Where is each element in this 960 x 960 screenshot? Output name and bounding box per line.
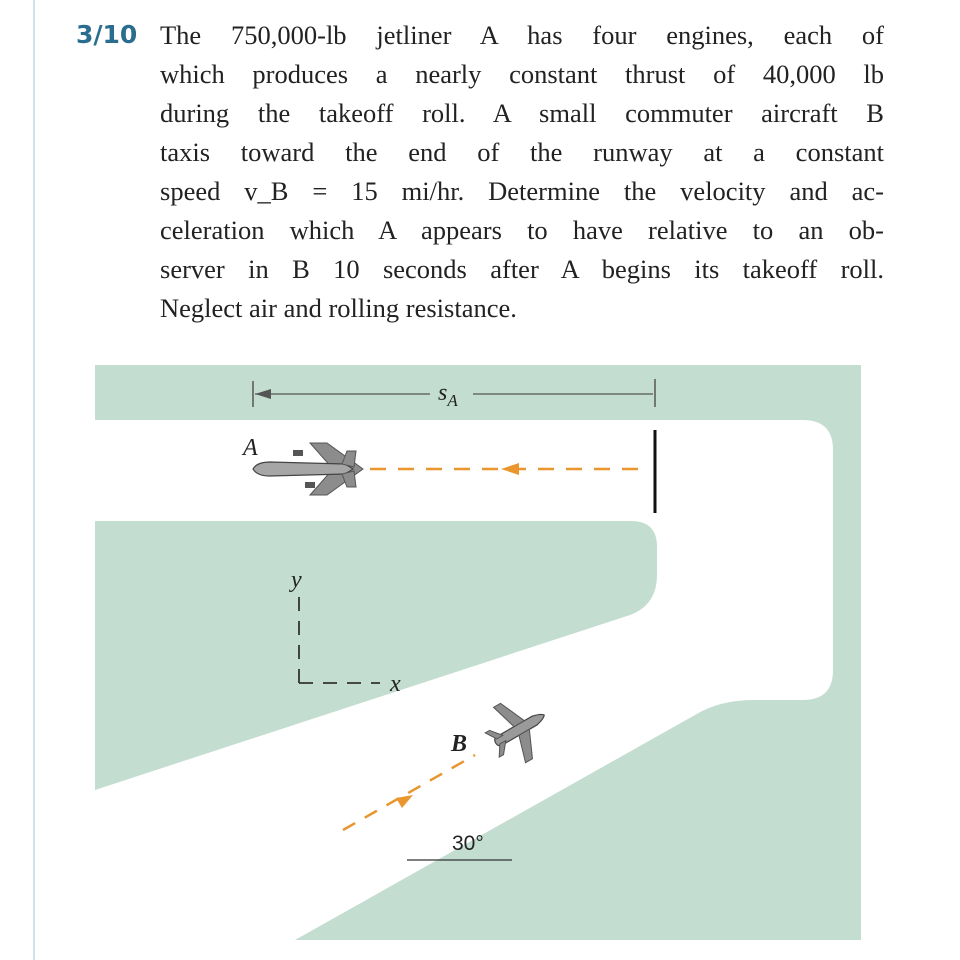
problem-line-8: Neglect air and rolling resistance. — [160, 293, 517, 323]
angle-label: 30° — [452, 832, 484, 855]
problem-line-3: during the takeoff roll. A small commuter aircraft B — [160, 98, 884, 128]
problem-line-1: The 750,000-lb jetliner A has four engines, each of — [160, 20, 884, 50]
runway-figure — [95, 365, 861, 940]
runway-diagram — [95, 365, 861, 940]
margin-rule — [33, 0, 35, 960]
aircraft-a-label: A — [243, 435, 258, 461]
problem-line-2: which produces a nearly constant thrust of 40,000 lb — [160, 59, 884, 89]
problem-line-7: server in B 10 seconds after A begins its takeoff roll. — [160, 254, 884, 284]
aircraft-b-label: B — [451, 731, 468, 757]
axis-x-label: x — [390, 671, 401, 697]
problem-line-6: celeration which A appears to have relative to an ob- — [160, 215, 884, 245]
problem-line-5: speed v_B = 15 mi/hr. Determine the velocity and ac- — [160, 176, 884, 206]
problem-line-4: taxis toward the end of the runway at a constant — [160, 137, 884, 167]
problem-statement — [160, 16, 884, 328]
problem-number: 3/10 — [76, 20, 138, 49]
axis-y-label: y — [291, 567, 302, 593]
distance-label-main: s — [438, 380, 448, 406]
distance-label-sub: A — [447, 391, 458, 410]
